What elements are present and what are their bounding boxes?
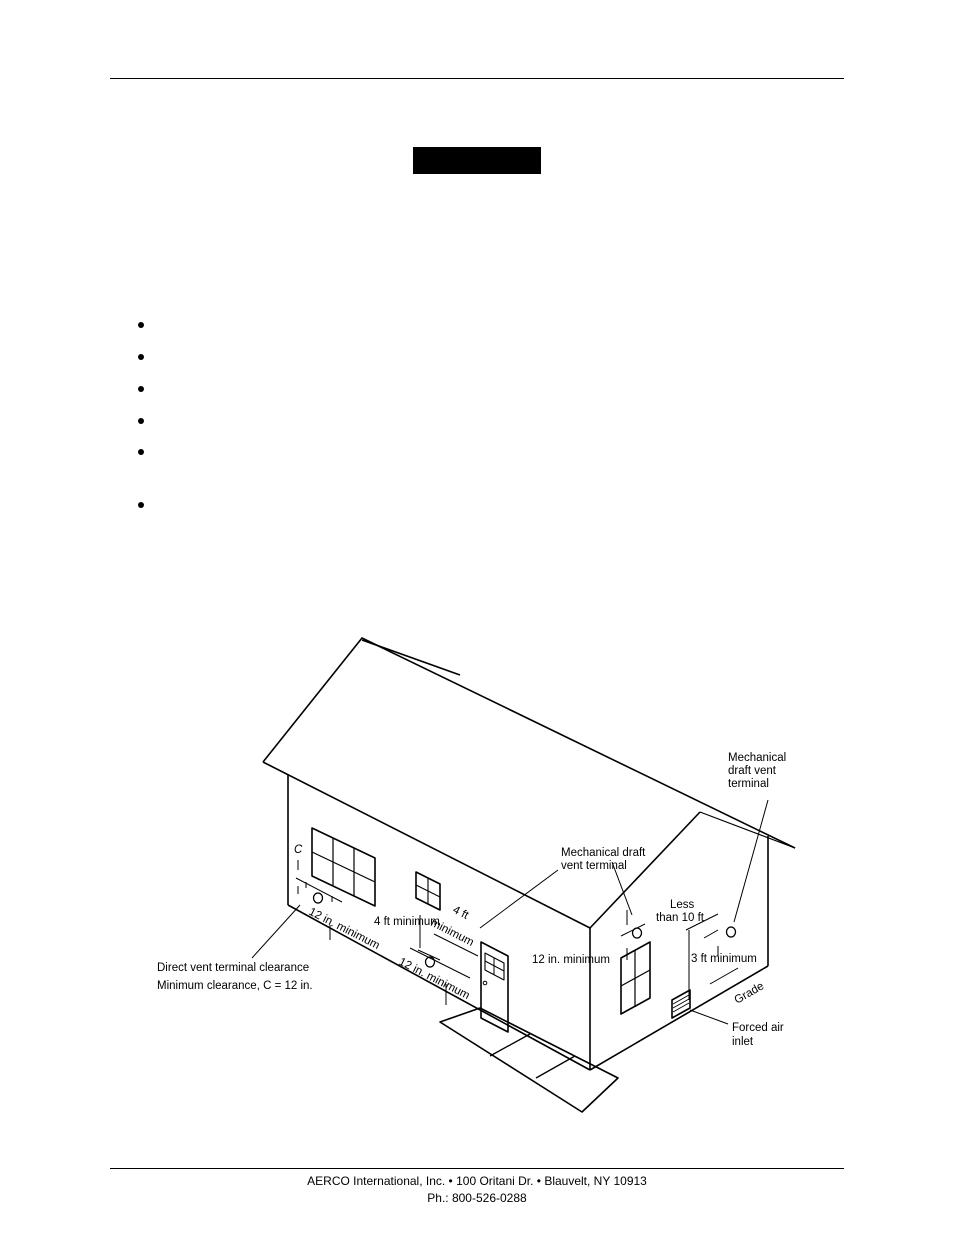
label-direct-vent-1: Direct vent terminal clearance	[157, 962, 310, 974]
label-forced-air-1: Forced air	[732, 1022, 784, 1034]
bullet-marker	[138, 449, 146, 457]
label-grade: Grade	[732, 980, 767, 1007]
bullet-marker	[138, 354, 146, 362]
label-direct-vent-2: Minimum clearance, C = 12 in.	[157, 980, 313, 992]
header-rule	[110, 78, 844, 79]
label-twelve-in-wall: 12 in. minimum	[306, 905, 382, 953]
label-three-ft: 3 ft minimum	[691, 953, 757, 965]
label-four-ft-b-1: 4 ft	[450, 903, 471, 922]
footer-rule	[110, 1168, 844, 1169]
bullet-marker	[138, 502, 146, 510]
house-drawing	[263, 638, 795, 1112]
footer-phone: Ph.: 800-526-0288	[427, 1191, 527, 1205]
redacted-heading-box	[413, 147, 541, 174]
footer-address: AERCO International, Inc. • 100 Oritani Dr. • Blauvelt, NY 10913	[307, 1174, 647, 1188]
label-mech-vent-right-1: Mechanical	[728, 752, 787, 764]
figure-labels	[157, 752, 786, 1048]
bullet-marker	[138, 418, 146, 426]
bullet-marker	[138, 322, 146, 330]
label-four-ft-a: 4 ft minimum	[374, 916, 440, 928]
label-four-ft-b-2: minimum	[428, 916, 476, 949]
label-mech-vent-center-2: vent terminal	[561, 860, 627, 872]
label-less-than-2: than 10 ft	[656, 912, 704, 924]
label-mech-vent-right-2: draft vent	[728, 765, 776, 777]
label-twelve-in-ground: 12 in. minimum	[396, 955, 472, 1003]
label-mech-vent-center-1: Mechanical draft	[561, 847, 646, 859]
label-twelve-in-right: 12 in. minimum	[532, 954, 610, 966]
bullet-marker	[138, 386, 146, 394]
label-less-than-1: Less	[670, 899, 695, 911]
vent-clearance-figure	[140, 620, 820, 1130]
label-c: C	[294, 844, 303, 856]
label-mech-vent-right-3: terminal	[728, 778, 769, 790]
label-forced-air-2: inlet	[732, 1036, 754, 1048]
